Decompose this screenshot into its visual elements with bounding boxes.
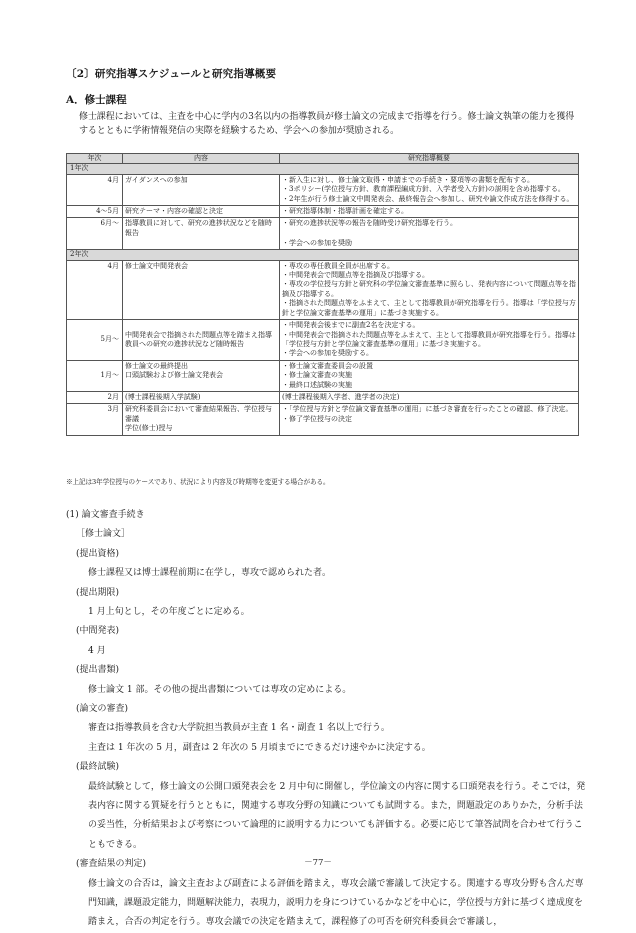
row-month: 4月 bbox=[67, 174, 123, 205]
row-month: 4月 bbox=[67, 260, 123, 319]
row-summary-extra: ・学会への参加を奨励 bbox=[282, 238, 352, 247]
table-row bbox=[67, 218, 579, 250]
year-row bbox=[67, 250, 579, 260]
row-summary: ・「学位授与方針と学位論文審査基準の運用」に基づき審査を行ったことの確認、修了決定。 bbox=[282, 405, 573, 414]
section-heading: 〔2〕研究指導スケジュールと研究指導概要 bbox=[66, 68, 277, 80]
row-month: 4～5月 bbox=[67, 206, 123, 218]
row-summary: ・新入生に対し、修士論文取得・申請までの手続き・要項等の書類を配布する。 ・3ポリシー(学位授与方針、教育課程編成方針、入学者受入方針)の説明を含め指導する。 ・2年生が行う修士論文中間発表会、最終報告会へ参加し、研究や論文作成方法を修得する。 bbox=[280, 174, 579, 205]
table-row bbox=[67, 206, 579, 218]
header-summary: 研究指導概要 bbox=[280, 154, 579, 164]
table-note: ※上記は3年学位授与のケースであり、状況により内容及び時期等を変更する場合がある。 bbox=[66, 478, 330, 486]
item-heading: (最終試験) bbox=[76, 762, 120, 773]
row-content-extra: 学位(修士)授与 bbox=[125, 424, 173, 433]
schedule-table bbox=[66, 153, 579, 436]
header-content: 内容 bbox=[123, 154, 280, 164]
row-summary: ・専攻の専任教員全員が出席する。 ・中間発表会で問題点等を指摘及び指導する。 ・専攻の学位授与方針と研究科の学位論文審査基準に照らし、発表内容について問題点等を指摘及び指導する。 ・指摘された問題点等をふまえて、主として指導教員が研究指導を行う。指導は「学位授与方針と学位論文審査基準の運用」に基づき実施する。 bbox=[280, 260, 579, 319]
row-content: 研究テーマ・内容の確認と決定 bbox=[123, 206, 280, 218]
item-paragraph: 修士論文の合否は，論文主査および副査による評価を踏まえ，専攻会議で審議して決定する。関連する専攻分野も含んだ専門知識，課題設定能力，問題解決能力，表現力，説明力を身につけているかなどを中心に，学位授与方針に基づく達成度を踏まえ，合否の判定を行う。専攻会議での決定を踏まえて，課程修了の可否を研究科委員会で審議し， bbox=[88, 878, 584, 928]
review-procedure-section bbox=[66, 506, 586, 933]
item-text: 審査は指導教員を含む大学院担当教員が主査 1 名・副査 1 名以上で行う。 bbox=[88, 723, 390, 734]
row-content: (博士課程後期入学試験) bbox=[123, 391, 280, 403]
row-content: 研究科委員会において審査結果報告、学位授与審議 bbox=[125, 405, 272, 423]
row-summary: ・修士論文審査委員会の設置 ・修士論文審査の実施 ・最終口述試験の実施 bbox=[280, 360, 579, 391]
page-number: －77－ bbox=[304, 858, 332, 868]
table-row bbox=[67, 404, 579, 435]
item-text: 修士課程又は博士課程前期に在学し，専攻で認められた者。 bbox=[88, 568, 332, 579]
item-heading: (提出期限) bbox=[76, 587, 120, 598]
row-summary-cell bbox=[280, 404, 579, 435]
item-text: 主査は 1 年次の 5 月，副査は 2 年次の 5 月頃までにできるだけ速やかに決定する。 bbox=[88, 742, 431, 753]
item-heading: (論文の審査) bbox=[76, 703, 129, 714]
row-month: 1月～ bbox=[67, 360, 123, 391]
item-heading: (審査結果の判定) bbox=[76, 859, 147, 870]
row-content: 指導教員に対して、研究の進捗状況などを随時報告 bbox=[123, 218, 280, 250]
sub-heading: A．修士課程 bbox=[66, 94, 127, 106]
row-summary: ・研究の進捗状況等の報告を随時受け研究指導を行う。 bbox=[282, 219, 457, 228]
row-content: ガイダンスへの参加 bbox=[123, 174, 280, 205]
row-month: 2月 bbox=[67, 391, 123, 403]
item-heading: (提出書類) bbox=[76, 665, 120, 676]
table-row bbox=[67, 174, 579, 205]
row-content: 中間発表会で指摘された問題点等を踏まえ指導教員への研究の進捗状況など随時報告 bbox=[123, 320, 280, 361]
table-row bbox=[67, 360, 579, 391]
row-content: 修士論文中間発表会 bbox=[123, 260, 280, 319]
item-text: 4 月 bbox=[88, 645, 106, 656]
row-content-cell bbox=[123, 404, 280, 435]
row-summary-cell bbox=[280, 218, 579, 250]
row-summary: ・研究指導体制・指導計画を確定する。 bbox=[280, 206, 579, 218]
table-row bbox=[67, 391, 579, 403]
item-text: 1 月上旬とし，その年度ごとに定める。 bbox=[88, 606, 250, 617]
row-month: 3月 bbox=[67, 404, 123, 435]
table-row bbox=[67, 320, 579, 361]
item-heading: (提出資格) bbox=[76, 548, 120, 559]
item-heading: (中間発表) bbox=[76, 626, 120, 637]
row-month: 6月～ bbox=[67, 218, 123, 250]
year-row bbox=[67, 164, 579, 174]
intro-paragraph: 修士課程においては、主査を中心に学内の3名以内の指導教員が修士論文の完成まで指導を行う。修士論文執筆の能力を獲得するとともに学術情報発信の実際を経験するため、学会への参加が奨励される。 bbox=[79, 112, 575, 136]
procedure-heading: (1) 論文審査手続き bbox=[66, 510, 145, 520]
table-row bbox=[67, 260, 579, 319]
row-content: 修士論文の最終提出 口頭試験および修士論文発表会 bbox=[123, 360, 280, 391]
row-summary-extra: ・修了学位授与の決定 bbox=[282, 414, 352, 423]
table-header-row bbox=[67, 154, 579, 164]
thesis-label: ［修士論文］ bbox=[76, 529, 131, 540]
item-text: 修士論文 1 部。その他の提出書類については専攻の定めによる。 bbox=[88, 684, 352, 695]
header-year: 年次 bbox=[67, 154, 123, 164]
row-summary: ・中間発表会後までに副査2名を決定する。 ・中間発表会で指摘された問題点等をふまえて、主として指導教員が研究指導を行う。指導は「学位授与方針と学位論文審査基準の運用」に基づき実施する。 ・学会への参加を奨励する。 bbox=[280, 320, 579, 361]
year2-label: 2年次 bbox=[67, 250, 579, 260]
row-summary: (博士課程後期入学者、進学者の決定) bbox=[280, 391, 579, 403]
row-month: 5月～ bbox=[67, 320, 123, 361]
item-paragraph: 最終試験として，修士論文の公開口頭発表会を 2 月中旬に開催し，学位論文の内容に関する口頭発表を行う。そこでは，発表内容に関する質疑を行うとともに，関連する専攻分野の知識についても試問する。また，問題設定のありかた，分析手法の妥当性，分析結果および考察について論理的に説明する力についても評価する。必要に応じて筆答試問を合わせて行うこともできる。 bbox=[88, 781, 586, 850]
year1-label: 1年次 bbox=[67, 164, 579, 174]
